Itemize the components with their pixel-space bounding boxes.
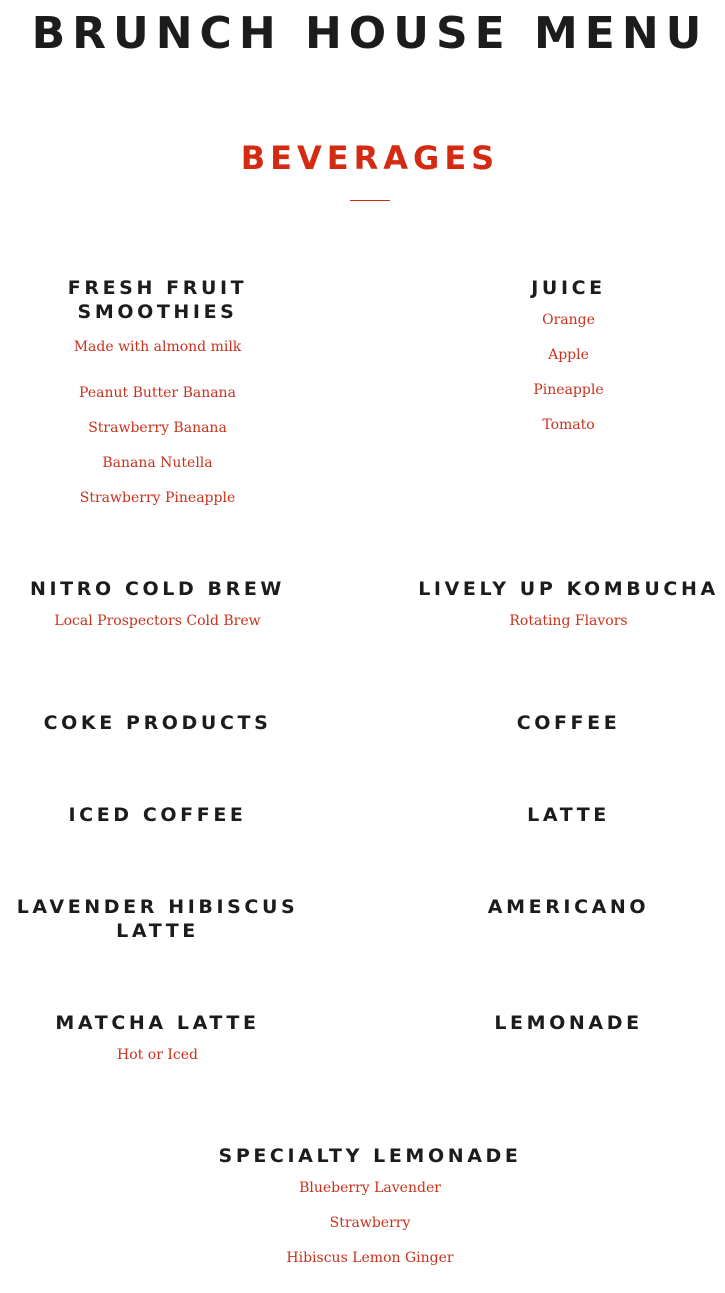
category-heading: AMERICANO [487,896,650,918]
category-heading: LATTE [527,804,610,826]
menu-item: Strawberry Banana [88,420,227,436]
menu-item: Peanut Butter Banana [79,385,236,401]
menu-category-latte [412,803,725,827]
menu-item: Banana Nutella [102,455,213,471]
category-heading: FRESH FRUIT SMOOTHIES [67,277,248,323]
category-note: Made with almond milk [73,339,242,355]
menu-category-matcha [0,1011,315,1064]
category-heading: JUICE [531,277,606,299]
menu-item: Hibiscus Lemon Ginger [286,1250,454,1266]
menu-category-specialty-lemonade [0,1144,725,1267]
section-title: BEVERAGES [240,139,500,177]
page-title: BRUNCH HOUSE MENU [31,8,709,59]
category-heading: NITRO COLD BREW [30,578,285,600]
menu-item: Blueberry Lavender [299,1180,441,1196]
menu-item: Strawberry Pineapple [79,490,236,506]
menu-category-lavender [0,895,315,943]
category-heading: ICED COFFEE [68,804,247,826]
category-heading: COFFEE [516,712,621,734]
menu-item: Pineapple [533,382,604,398]
category-sub: Rotating Flavors [509,613,628,629]
menu-item: Strawberry [329,1215,411,1231]
menu-category-iced-coffee [0,803,315,827]
menu-item: Apple [548,347,589,363]
category-heading: MATCHA LATTE [55,1012,260,1034]
category-sub: Local Prospectors Cold Brew [54,613,261,629]
menu-category-americano [412,895,725,919]
menu-item: Tomato [542,417,595,433]
section-divider [350,200,390,201]
menu-category-lemonade [412,1011,725,1035]
category-heading: SPECIALTY LEMONADE [218,1145,522,1167]
category-heading: LIVELY UP KOMBUCHA [418,578,719,600]
category-sub: Hot or Iced [117,1047,198,1063]
category-heading: COKE PRODUCTS [43,712,272,734]
menu-item: Orange [542,312,595,328]
menu-category-smoothies [0,276,315,507]
menu-category-coffee [412,711,725,735]
menu-category-nitro [0,577,315,630]
menu-category-juice [412,276,725,434]
category-heading: LEMONADE [494,1012,643,1034]
category-heading: LAVENDER HIBISCUS LATTE [16,896,299,942]
menu-category-kombucha [412,577,725,630]
menu-category-coke [0,711,315,735]
